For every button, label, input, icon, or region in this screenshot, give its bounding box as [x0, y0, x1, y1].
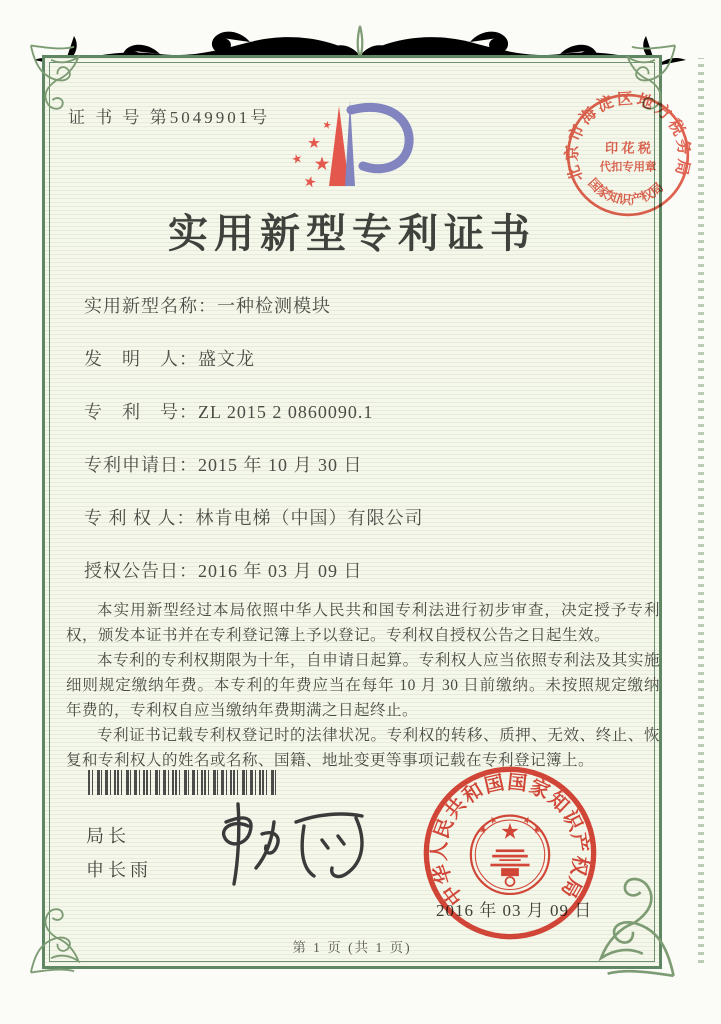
field-utility-model-name: 实用新型名称：一种检测模块 [84, 296, 331, 316]
field-patent-number: 专 利 号：ZL 2015 2 0860090.1 [84, 402, 374, 422]
legal-text [66, 598, 660, 773]
director-title-label: 局长 [86, 826, 130, 846]
official-seal [421, 764, 599, 942]
page-footer: 第 1 页 (共 1 页) [292, 940, 412, 955]
duty-seal-center-line1: 印 花 税 [605, 140, 651, 156]
field-grant-publication-date: 授权公告日：2016 年 03 月 09 日 [84, 561, 363, 581]
certificate-number: 证 书 号 第5049901号 [68, 108, 271, 127]
cnipa-logo-icon [283, 98, 433, 198]
field-inventor: 发 明 人：盛文龙 [84, 349, 255, 369]
field-filing-date: 专利申请日：2015 年 10 月 30 日 [84, 455, 363, 475]
legal-paragraph: 本专利的专利权期限为十年，自申请日起算。专利权人应当依照专利法及其实施细则规定缴纳年费。本专利的年费应当在每年 10 月 30 日前缴纳。未按照规定缴纳年费的，专利权自应当缴纳年费期满之日起终止。 [66, 652, 660, 719]
legal-paragraph: 本实用新型经过本局依照中华人民共和国专利法进行初步审查，决定授予专利权，颁发本证书并在专利登记簿上予以登记。专利权自授权公告之日起生效。 [66, 602, 660, 644]
duty-seal-arc-bottom-text: 国家知识产权局 [585, 175, 667, 208]
field-list [84, 292, 644, 610]
page-title: 实用新型专利证书 [168, 211, 536, 256]
right-edge-braid-ornament [698, 58, 704, 963]
duty-seal-center-line2: 代扣专用章 [599, 161, 657, 174]
national-emblem-icon [471, 815, 549, 894]
director-signature [196, 792, 386, 892]
legal-paragraph: 专利证书记载专利权登记时的法律状况。专利权的转移、质押、无效、终止、恢复和专利权人的姓名或名称、国籍、地址变更等事项记载在专利登记簿上。 [66, 727, 660, 769]
duty-seal-arc-top-text: 北京市海淀区地方税务局 [563, 90, 693, 184]
director-name-label: 申长雨 [86, 860, 152, 880]
field-patentee: 专 利 权 人：林肯电梯（中国）有限公司 [84, 508, 424, 528]
seal-date: 2016 年 03 月 09 日 [436, 901, 593, 920]
official-seal-ring-text: 中华人民共和国国家知识产权局 [429, 772, 591, 909]
